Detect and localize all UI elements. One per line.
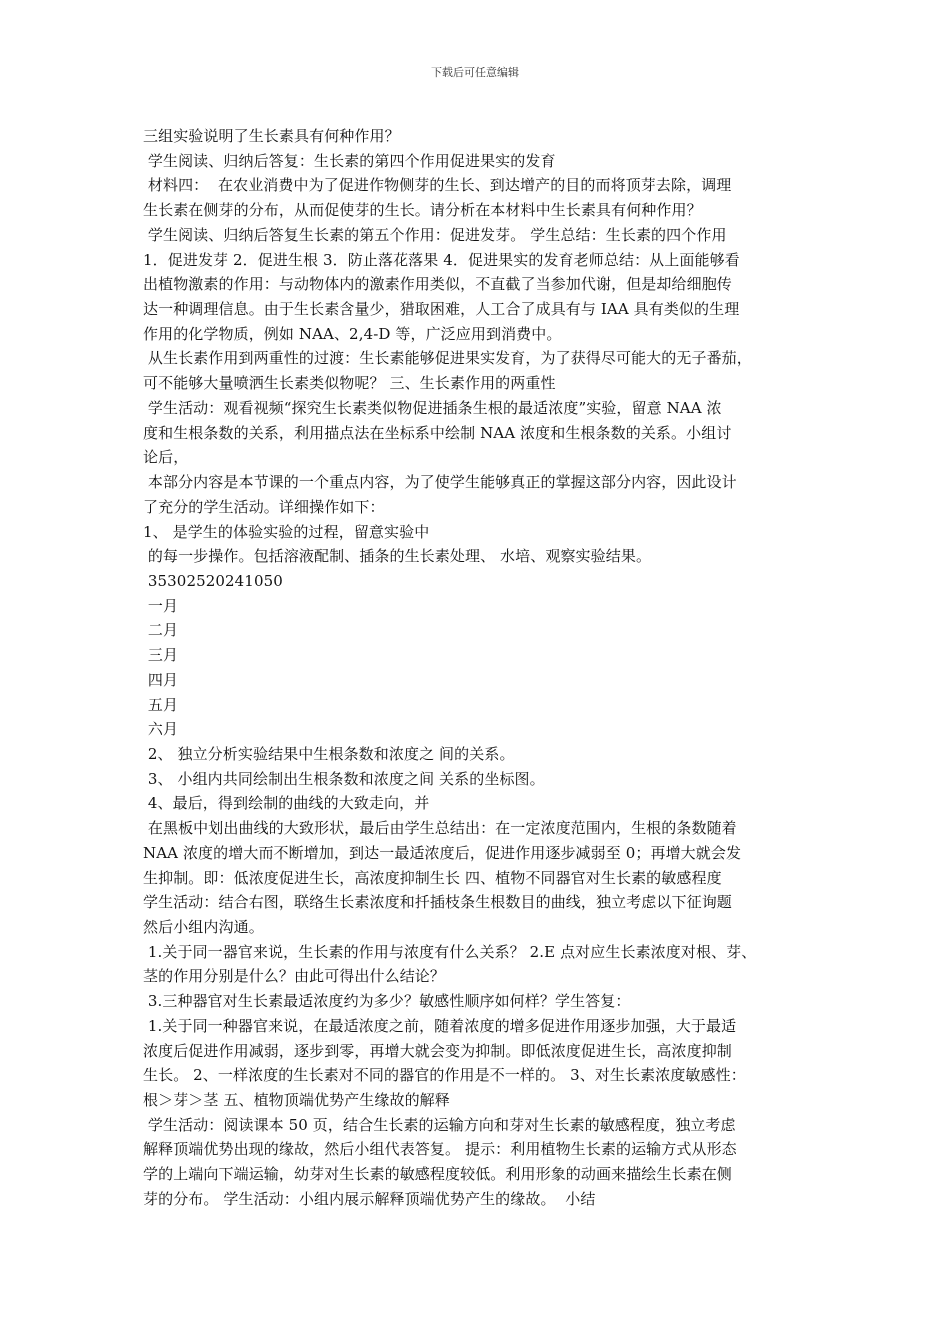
text-line: 可不能够大量喷洒生长素类似物呢？ 三、生长素作用的两重性 [143, 374, 556, 393]
text-line: 芽的分布。 学生活动：小组内展示解释顶端优势产生的缘故。 小结 [143, 1189, 596, 1208]
text-line: 在黑板中划出曲线的大致形状，最后由学生总结出：在一定浓度范围内，生根的条数随着 [143, 819, 737, 838]
text-line: 三月 [143, 646, 179, 665]
text-line: 学的上端向下端运输，幼芽对生长素的敏感程度较低。利用形象的动画来描绘生长素在侧 [143, 1165, 732, 1184]
text-line: 2、 独立分析实验结果中生根条数和浓度之 间的关系。 [143, 744, 515, 763]
text-line: 生长。 2、一样浓度的生长素对不同的器官的作用是不一样的。 3、对生长素浓度敏感性： [143, 1066, 746, 1085]
text-line: 四月 [143, 670, 179, 689]
text-line: 茎的作用分别是什么？由此可得出什么结论？ [143, 967, 446, 986]
text-line: 二月 [143, 621, 179, 640]
text-line: 本部分内容是本节课的一个重点内容，为了使学生能够真正的掌握这部分内容，因此设计 [143, 473, 737, 492]
text-line: 出植物激素的作用：与动物体内的激素作用类似，不直截了当参加代谢，但是却给细胞传 [143, 275, 732, 294]
text-line: 然后小组内沟通。 [143, 918, 264, 936]
document-body [143, 124, 823, 1212]
text-line: 达一种调理信息。由于生长素含量少，猎取困难，人工合了成具有与 IAA 具有类似的生理 [143, 300, 740, 319]
text-line: 学生活动：观看视频“探究生长素类似物促进插条生根的最适浓度”实验，留意 NAA 浓 [143, 398, 722, 417]
text-line: 一月 [143, 596, 179, 615]
text-line: 学生阅读、归纳后答复生长素的第五个作用：促进发芽。 学生总结：生长素的四个作用 [143, 225, 727, 244]
text-line: 学生阅读、归纳后答复：生长素的第四个作用促进果实的发育 [143, 151, 556, 170]
text-line: 根＞芽＞茎 五、植物顶端优势产生缘故的解释 [143, 1091, 450, 1110]
text-line: 解释顶端优势出现的缘故，然后小组代表答复。 提示：利用植物生长素的运输方式从形态 [143, 1140, 737, 1159]
text-line: NAA 浓度的增大而不断增加，到达一最适浓度后，促进作用逐步减弱至 0；再增大就会发 [143, 843, 742, 862]
text-line: 的每一步操作。包括溶液配制、插条的生长素处理、 水培、观察实验结果。 [143, 547, 652, 566]
text-line: 35302520241050 [143, 571, 283, 590]
text-line: 从生长素作用到两重性的过渡：生长素能够促进果实发育，为了获得尽可能大的无子番茄， [143, 349, 752, 368]
text-line: 作用的化学物质，例如 NAA、2,4-D 等，广泛应用到消费中。 [143, 324, 562, 343]
text-line: 三组实验说明了生长素具有何种作用？ [143, 127, 400, 145]
text-line: 五月 [143, 695, 179, 714]
text-line: 3.三种器官对生长素最适浓度约为多少？敏感性顺序如何样？学生答复： [143, 992, 631, 1011]
text-line: 度和生根条数的关系，利用描点法在坐标系中绘制 NAA 浓度和生根条数的关系。小组讨 [143, 423, 732, 442]
text-line: 1.关于同一种器官来说，在最适浓度之前，随着浓度的增多促进作用逐步加强，大于最适 [143, 1016, 737, 1035]
text-line: 学生活动：结合右图，联络生长素浓度和扦插枝条生根数目的曲线，独立考虑以下征询题 [143, 893, 732, 912]
text-line: 了充分的学生活动。详细操作如下： [143, 497, 385, 516]
text-line: 论后， [143, 448, 189, 467]
text-line: 浓度后促进作用减弱，逐步到零，再增大就会变为抑制。即低浓度促进生长，高浓度抑制 [143, 1041, 732, 1060]
page-header: 下载后可任意编辑 [431, 66, 519, 79]
text-line: 六月 [143, 720, 179, 739]
text-line: 生长素在侧芽的分布，从而促使芽的生长。请分析在本材料中生长素具有何种作用？ [143, 201, 702, 220]
text-line: 学生活动：阅读课本 50 页，结合生长素的运输方向和芽对生长素的敏感程度，独立考虑 [143, 1115, 736, 1134]
text-line: 生抑制。即：低浓度促进生长，高浓度抑制生长 四、植物不同器官对生长素的敏感程度 [143, 868, 722, 887]
text-line: 材料四： 在农业消费中为了促进作物侧芽的生长、到达增产的目的而将顶芽去除，调理 [143, 176, 732, 195]
text-line: 1．促进发芽 2．促进生根 3．防止落花落果 4．促进果实的发育老师总结：从上面能够看 [143, 250, 740, 269]
text-line: 3、 小组内共同绘制出生根条数和浓度之间 关系的坐标图。 [143, 769, 545, 788]
text-line: 4、最后，得到绘制的曲线的大致走向，并 [143, 794, 430, 813]
text-line: 1、 是学生的体验实验的过程，留意实验中 [143, 522, 430, 541]
text-line: 1.关于同一器官来说，生长素的作用与浓度有什么关系？ 2.E 点对应生长素浓度对根、芽、 [143, 942, 757, 961]
